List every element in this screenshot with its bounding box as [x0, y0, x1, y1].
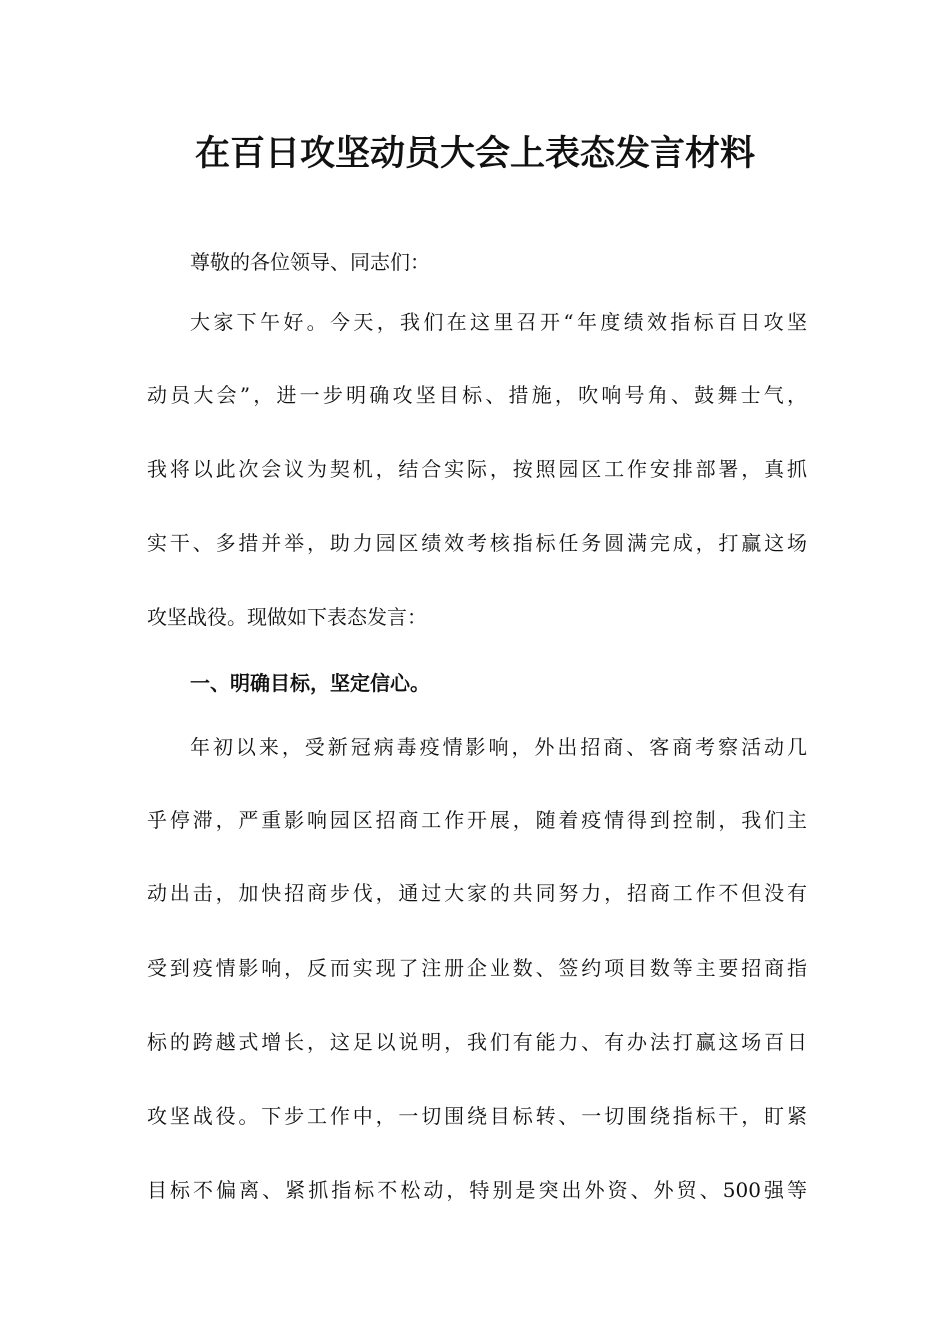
paragraph-line: 目标不偏离、紧抓指标不松动，特别是突出外资、外贸、500强等: [147, 1178, 807, 1202]
paragraph-line: 受到疫情影响，反而实现了注册企业数、签约项目数等主要招商指: [147, 956, 807, 980]
paragraph-line: 标的跨越式增长，这足以说明，我们有能力、有办法打赢这场百日: [147, 1030, 807, 1054]
paragraph-line: 年初以来，受新冠病毒疫情影响，外出招商、客商考察活动几: [190, 735, 807, 759]
paragraph-line: 乎停滞，严重影响园区招商工作开展，随着疫情得到控制，我们主: [147, 808, 807, 832]
paragraph-line: 动员大会”，进一步明确攻坚目标、措施，吹响号角、鼓舞士气，: [147, 383, 807, 407]
paragraph-line: 实干、多措并举，助力园区绩效考核指标任务圆满完成，打赢这场: [147, 531, 807, 555]
paragraph-line: 动出击，加快招商步伐，通过大家的共同努力，招商工作不但没有: [147, 881, 807, 905]
greeting: 尊敬的各位领导、同志们：: [190, 250, 430, 274]
paragraph-line: 大家下午好。今天，我们在这里召开“年度绩效指标百日攻坚: [190, 310, 807, 334]
paragraph-line: 攻坚战役。下步工作中，一切围绕目标转、一切围绕指标干，盯紧: [147, 1104, 807, 1128]
document-title: 在百日攻坚动员大会上表态发言材料: [194, 133, 755, 174]
section-heading: 一、明确目标，坚定信心。: [190, 671, 430, 695]
paragraph-line: 我将以此次会议为契机，结合实际，按照园区工作安排部署，真抓: [147, 457, 807, 481]
paragraph-line: 攻坚战役。现做如下表态发言：: [147, 605, 427, 629]
